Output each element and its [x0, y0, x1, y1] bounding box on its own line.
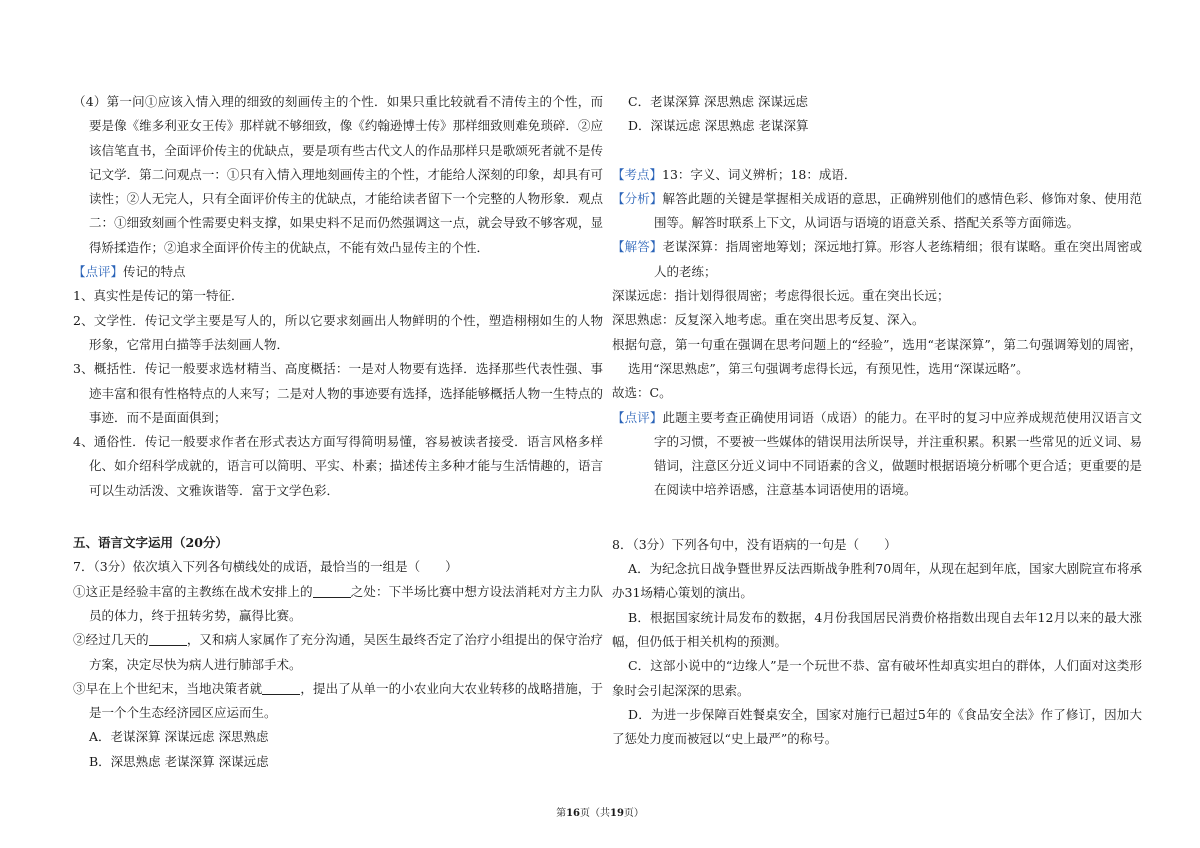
q7-option-b: B．深思熟虑 老谋深算 深谋远虑	[89, 753, 269, 769]
blank-3	[262, 680, 300, 695]
explain-2: 深思熟虑：反复深入地考虑。重在突出思考反复、深入。	[612, 312, 925, 328]
page-total: 19	[610, 808, 624, 819]
kaodian: 【考点】13：字义、词义辨析；18：成语．	[612, 166, 857, 182]
q8-option-a: A．为纪念抗日战争暨世界反法西斯战争胜利70周年，从现在起到年底，国家大剧院宣布将承办31场精心策划的演出。	[612, 561, 1142, 601]
dianping-tag: 【点评】	[612, 409, 663, 425]
left-dianping: 【点评】传记的特点	[73, 264, 186, 280]
kaodian-tag: 【考点】	[612, 166, 663, 182]
answer: 故选：C。	[612, 385, 672, 401]
point-3: 3、概括性．传记一般要求选材精当、高度概括：一是对人物要有选择．选择那些代表性强、事迹丰富和很有性格特点的人来写；二是对人物的事迹要有选择，选择能够概括人物一生特点的事迹．而不是面面俱到；	[73, 361, 603, 425]
explain-1: 深谋远虑：指计划得很周密；考虑得很长远。重在突出长远；	[612, 288, 950, 304]
q7-stem: 7．（3分）依次填入下列各句横线处的成语，最恰当的一组是（ ）	[73, 559, 458, 575]
q8-option-c: C．这部小说中的“边缘人”是一个玩世不恭、富有破坏性却真实坦白的群体，人们面对这类形象时会引起深深的思索。	[612, 658, 1142, 698]
dianping-tag: 【点评】	[73, 264, 124, 280]
blank-1	[313, 583, 351, 598]
q7-sentence-3: ③早在上个世纪末，当地决策者就 ，提出了从单一的小农业向大农业转移的战略措施，于是一个个生态经济园区应运而生。	[73, 680, 603, 721]
jieda-tag: 【解答】	[612, 239, 663, 255]
analysis: 根据句意，第一句重在强调在思考问题上的“经验”，选用“老谋深算”，第二句强调筹划的周密，选用“深思熟虑”，第三句强调考虑得长远，有预见性，选用“深谋远略”。	[612, 336, 1142, 376]
section-title: 五、语言文字运用（20分）	[73, 535, 228, 551]
blank-2	[149, 631, 187, 646]
q8-option-b: B．根据国家统计局发布的数据，4月份我国居民消费价格指数出现自去年12月以来的最大涨幅，但仍低于相关机构的预测。	[612, 609, 1142, 649]
point-4: 4、通俗性．传记一般要求作者在形式表达方面写得简明易懂，容易被读者接受．语言风格多样化、如介绍科学成就的，语言可以简明、平实、朴素；描述传主多种才能与生活情趣的，语言可以生动活泼、文雅诙谐等．富于文学色彩．	[73, 434, 603, 498]
point-1: 1、真实性是传记的第一特征．	[73, 288, 244, 304]
page-number: 16	[566, 808, 580, 819]
right-dianping: 【点评】此题主要考查正确使用词语（成语）的能力。在平时的复习中应养成规范使用汉语言文字的习惯，不要被一些媒体的错误用法所误导，并注重积累。积累一些常见的近义词、易错词，注意区分近义词中不同语素的含义，做题时根据语境分析哪个更合适；更重要的是在阅读中培养语感，注意基本词语使用的语境。	[612, 409, 1142, 498]
q7-sentence-1: ①这正是经验丰富的主教练在战术安排上的 之处：下半场比赛中想方设法消耗对方主力队员的体力，终于扭转劣势，赢得比赛。	[73, 583, 603, 623]
q7-option-a: A．老谋深算 深谋远虑 深思熟虑	[89, 729, 269, 745]
jieda: 【解答】老谋深算：指周密地筹划；深远地打算。形容人老练精细；很有谋略。重在突出周密或人的老练；	[612, 239, 1142, 279]
left-column	[73, 90, 603, 774]
point-2: 2、文学性．传记文学主要是写人的，所以它要求刻画出人物鲜明的个性，塑造栩栩如生的人物形象，它常用白描等手法刻画人物．	[73, 312, 603, 352]
fenxi: 【分析】解答此题的关键是掌握相关成语的意思，正确辨别他们的感情色彩、修饰对象、使用范围等。解答时联系上下文，从词语与语境的语意关系、搭配关系等方面筛选。	[612, 190, 1142, 231]
q7-option-c: C．老谋深算 深思熟虑 深谋远虑	[628, 94, 809, 109]
q8-option-d: D．为进一步保障百姓餐桌安全，国家对施行已超过5年的《食品安全法》作了修订，因加大了惩处力度而被冠以“史上最严”的称号。	[612, 706, 1142, 747]
q8-stem: 8．（3分）下列各句中，没有语病的一句是（ ）	[612, 536, 897, 552]
q7-sentence-2: ②经过几天的 ，又和病人家属作了充分沟通，吴医生最终否定了治疗小组提出的保守治疗方案，决定尽快为病人进行肺部手术。	[73, 632, 603, 672]
q7-option-d: D．深谋远虑 深思熟虑 老谋深算	[628, 118, 809, 134]
right-column	[612, 90, 1142, 751]
q4-answer: （4）第一问①应该入情入理的细致的刻画传主的个性．如果只重比较就看不清传主的个性，而要是像《维多利亚女王传》那样就不够细致，像《约翰逊博士传》那样细致则难免琐碎．②应该信笔直书，全面评价传主的优缺点，要是项有些古代文人的作品那样只是歌颂死者就不是传记文学．第二问观点一：①只有入情入理地刻画传主的个性，才能给人深刻的印象，却具有可读性；②人无完人，只有全面评价传主的优缺点，才能给读者留下一个完整的人物形象．观点二：①细致刻画个性需要史料支撑，如果史料不足而仍然强调这一点，就会导致不够客观，显得矫揉造作；②追求全面评价传主的优缺点，不能有效凸显传主的个性．	[73, 94, 603, 255]
fenxi-tag: 【分析】	[612, 190, 663, 206]
page-footer: 第16页（共19页）	[556, 808, 644, 819]
